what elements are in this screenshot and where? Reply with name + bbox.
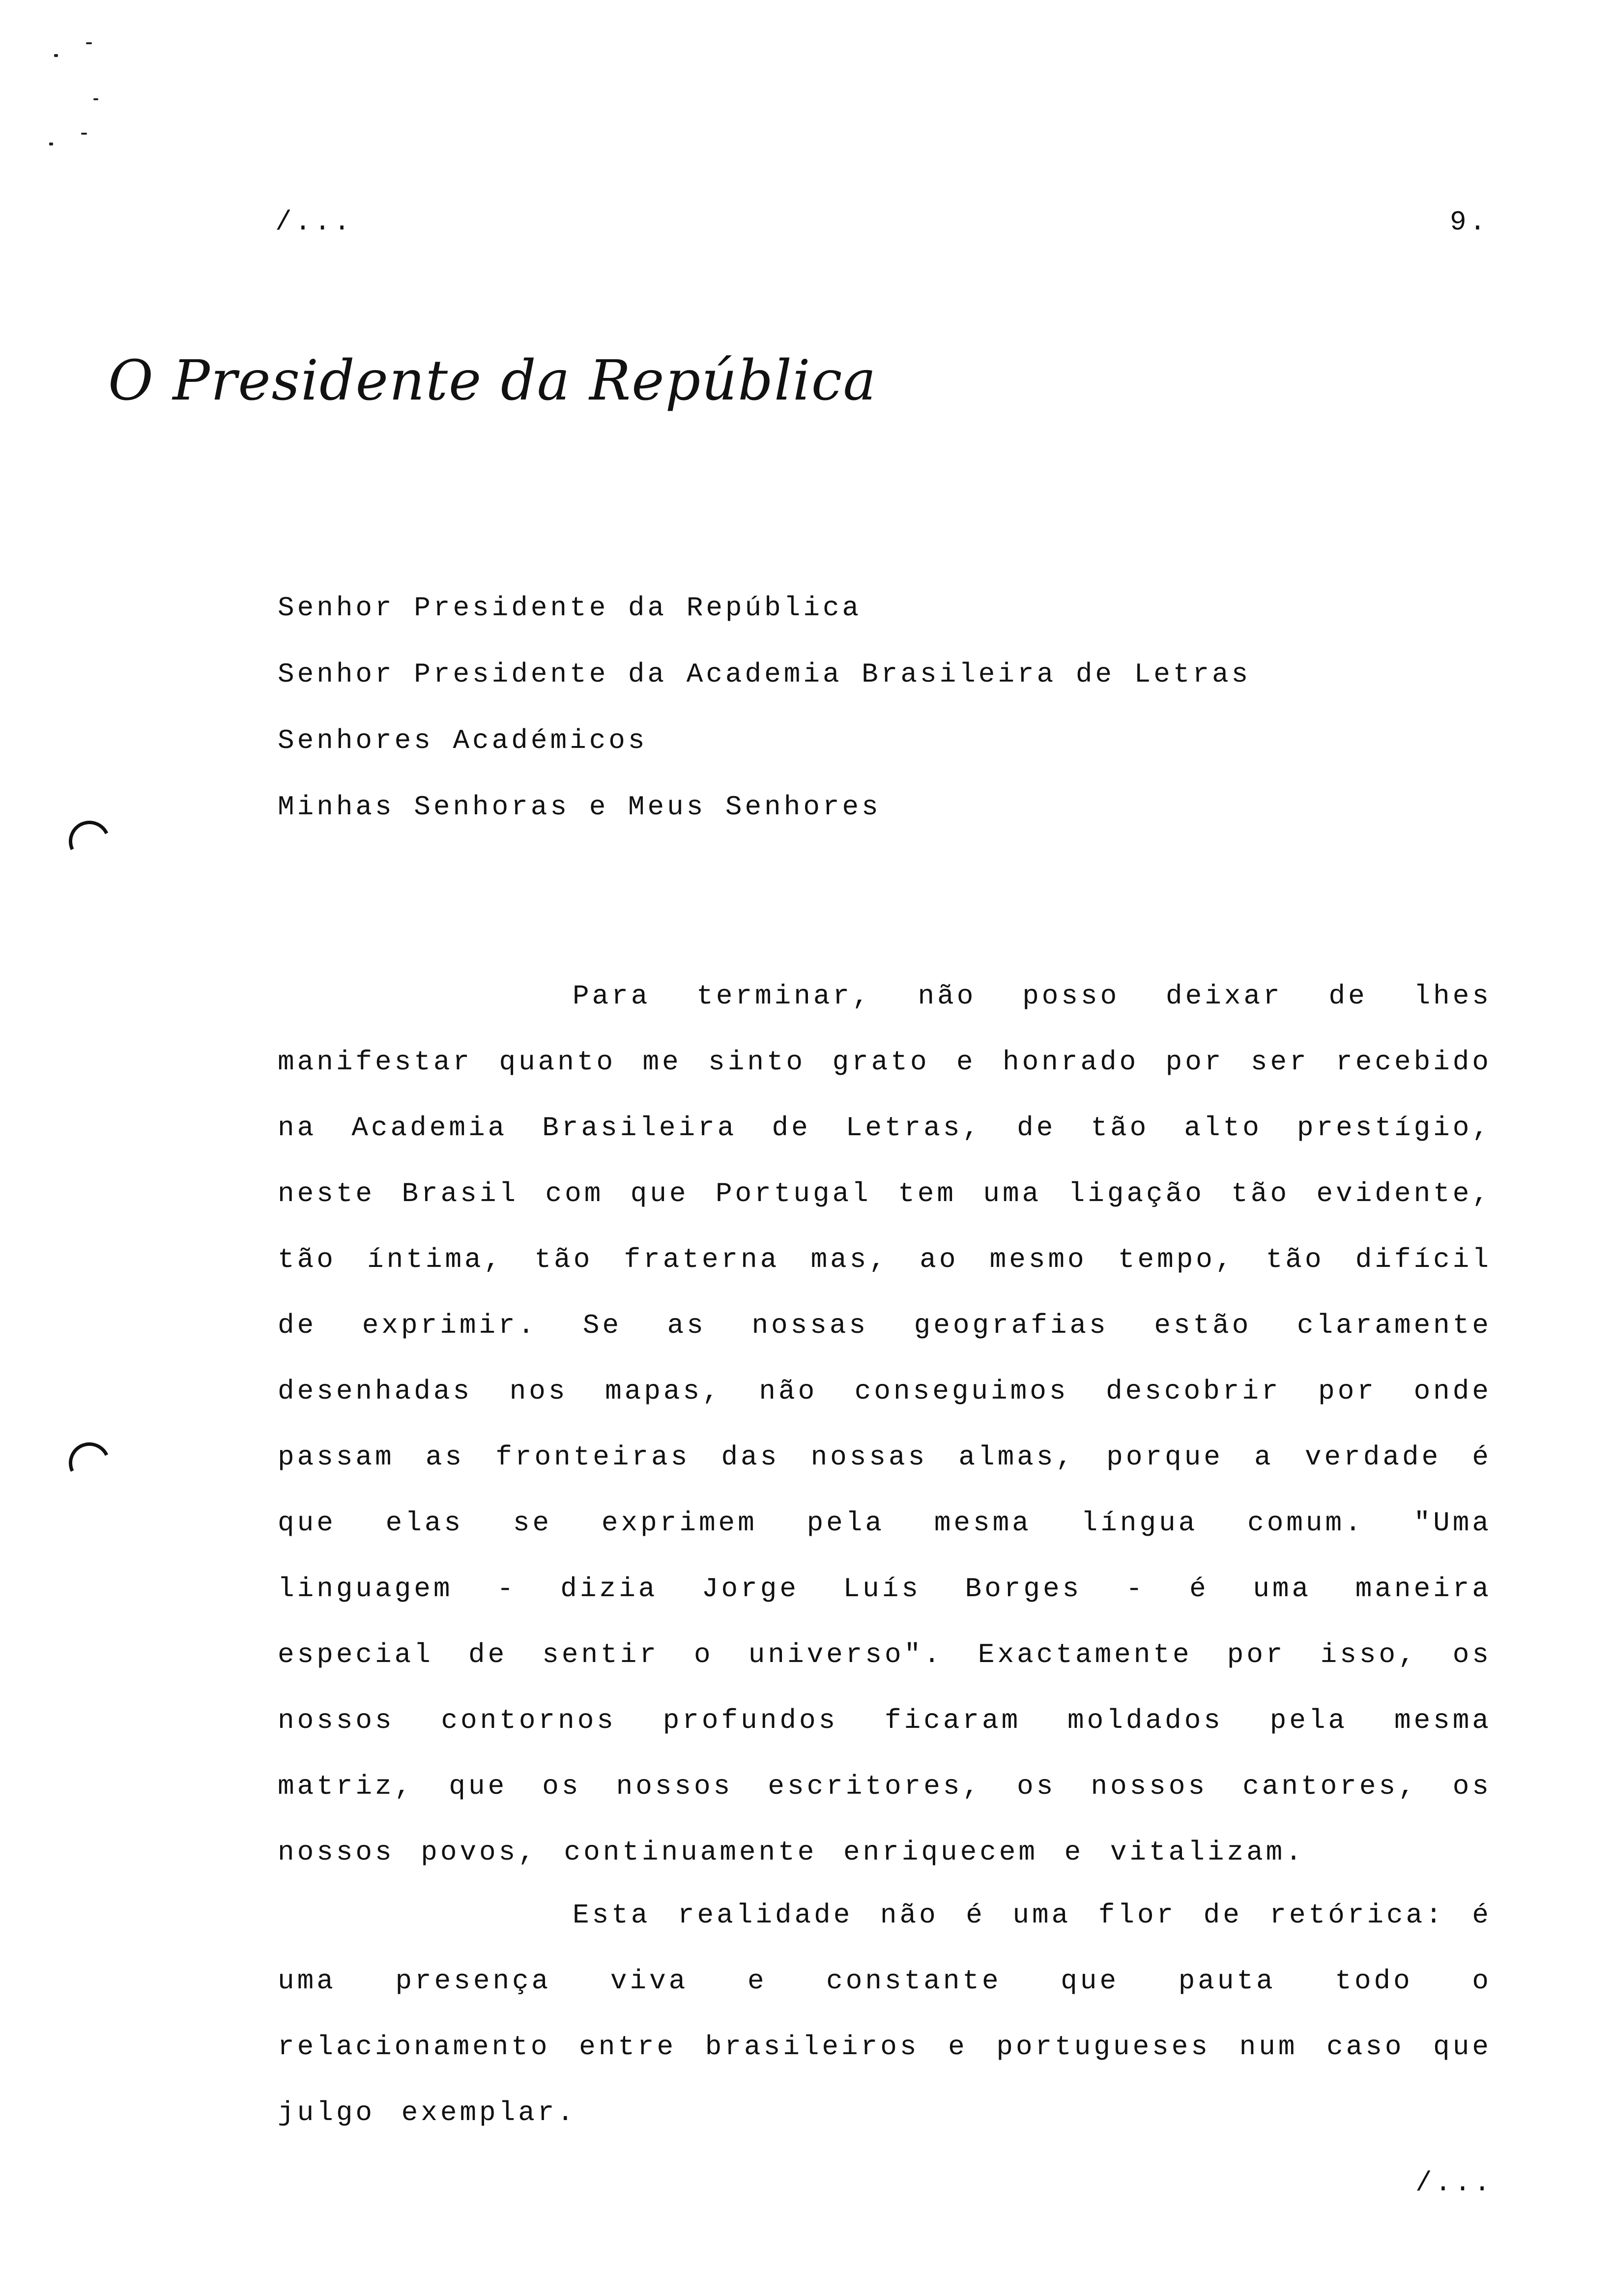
scan-speck <box>93 98 98 100</box>
scan-speck <box>54 54 58 57</box>
footer-continuation-mark: /... <box>1415 2167 1494 2199</box>
header-continuation-mark: /... <box>275 206 353 238</box>
punch-hole-mark <box>63 1436 116 1490</box>
scan-speck <box>49 143 53 145</box>
letterhead-title: O Presidente da República <box>108 349 877 413</box>
punch-hole-mark <box>63 815 116 868</box>
body-paragraph: Esta realidade não é uma flor de retórica: é uma presença viva e constante que pauta todo o relacionamento entre brasileiros e portugueses num caso que julgo exemplar. <box>278 1899 1492 2128</box>
scan-speck <box>81 133 87 135</box>
salutation-line: Senhores Académicos <box>278 725 648 756</box>
scan-speck <box>86 42 92 44</box>
body-paragraph: Para terminar, não posso deixar de lhes manifestar quanto me sinto grato e honrado por ser recebido na Academia Brasileira de Letras, de tão alto prestígio, neste Brasil com que Portugal tem uma ligação tão evidente, tão íntima, tão fraterna mas, ao mesmo tempo, tão difícil de exprimir. Se as nossas geografias estão claramente desenhadas nos mapas, não conseguimos descobrir por onde passam as fronteiras das nossas almas, porque a verdade é que elas se exprimem pela mesma língua comum. "Uma linguagem - dizia Jorge Luís Borges - é uma maneira especial de sentir o universo". Exactamente por isso, os nossos contornos profundos ficaram moldados pela mesma matriz, que os nossos escritores, os nossos cantores, os nossos povos, continuamente enriquecem e vitalizam. <box>278 980 1492 1868</box>
salutation-line: Senhor Presidente da República <box>278 592 862 624</box>
page-number: 9. <box>1450 206 1489 238</box>
salutation-line: Minhas Senhoras e Meus Senhores <box>278 791 881 823</box>
salutation-line: Senhor Presidente da Academia Brasileira de Letras <box>278 659 1251 690</box>
salutation-block <box>278 575 1251 840</box>
